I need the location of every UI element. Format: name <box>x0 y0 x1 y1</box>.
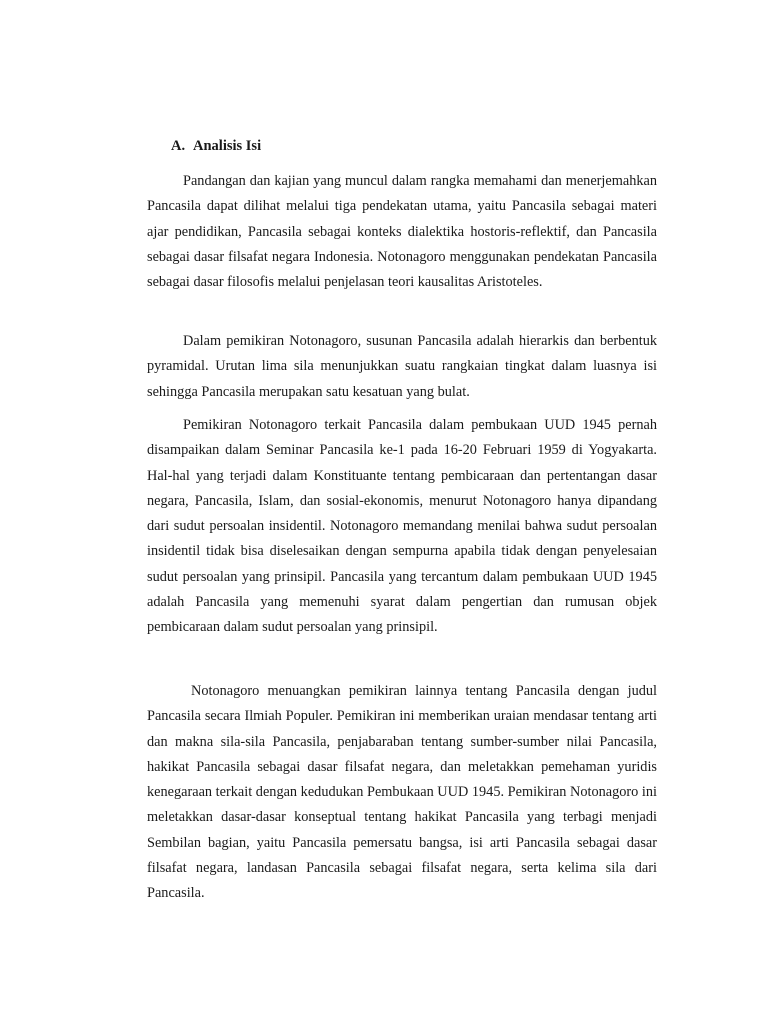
paragraph-1: Pandangan dan kajian yang muncul dalam rangka memahami dan menerjemahkan Pancasila dapat dilihat melalui tiga pendekatan utama, yaitu Pancasila sebagai materi ajar pendidikan, Pancasila sebagai konteks dialektika hostoris-reflektif, dan Pancasila sebagai dasar filsafat negara Indonesia. Notonagoro menggunakan pendekatan Pancasila sebagai dasar filosofis melalui penjelasan teori kausalitas Aristoteles. <box>147 173 657 291</box>
paragraph-2: Dalam pemikiran Notonagoro, susunan Pancasila adalah hierarkis dan berbentuk pyramidal. Urutan lima sila menunjukkan suatu rangkaian tingkat dalam luasnya isi sehingga Pancasila merupakan satu kesatuan yang bulat. <box>147 333 657 400</box>
section-title: Analisis Isi <box>193 138 262 154</box>
paragraph-4: Notonagoro menuangkan pemikiran lainnya tentang Pancasila dengan judul Pancasila secara Ilmiah Populer. Pemikiran ini memberikan uraian mendasar tentang arti dan makna sila-sila Pancasila, penjabaraban tentang sumber-sumber nilai Pancasila, hakikat Pancasila sebagai dasar filsafat negara, dan meletakkan pemehaman yuridis kenegaraan terkait dengan kedudukan Pembukaan UUD 1945. Pemikiran Notonagoro ini meletakkan dasar-dasar konseptual tentang hakikat Pancasila yang terbagi menjadi Sembilan bagian, yaitu Pancasila pemersatu bangsa, isi arti Pancasila sebagai dasar filsafat negara, landasan Pancasila sebagai filsafat negara, serta kelima sila dari Pancasila. <box>147 683 657 902</box>
section-letter: A. <box>171 138 186 154</box>
paragraph-3: Pemikiran Notonagoro terkait Pancasila dalam pembukaan UUD 1945 pernah disampaikan dalam Seminar Pancasila ke-1 pada 16-20 Februari 1959 di Yogyakarta. Hal-hal yang terjadi dalam Konstituante tentang pembicaraan dan pertentangan dasar negara, Pancasila, Islam, dan sosial-ekonomis, menurut Notonagoro hanya dipandang dari sudut persoalan insidentil. Notonagoro memandang menilai bahwa sudut persoalan insidentil tidak bisa diselesaikan dengan sempurna apabila tidak dengan penyelesaian sudut persoalan yang prinsipil. Pancasila yang tercantum dalam pembukaan UUD 1945 adalah Pancasila yang memenuhi syarat dalam pengertian dan rumusan objek pembicaraan dalam sudut persoalan yang prinsipil. <box>147 417 657 636</box>
section-heading <box>171 136 261 156</box>
